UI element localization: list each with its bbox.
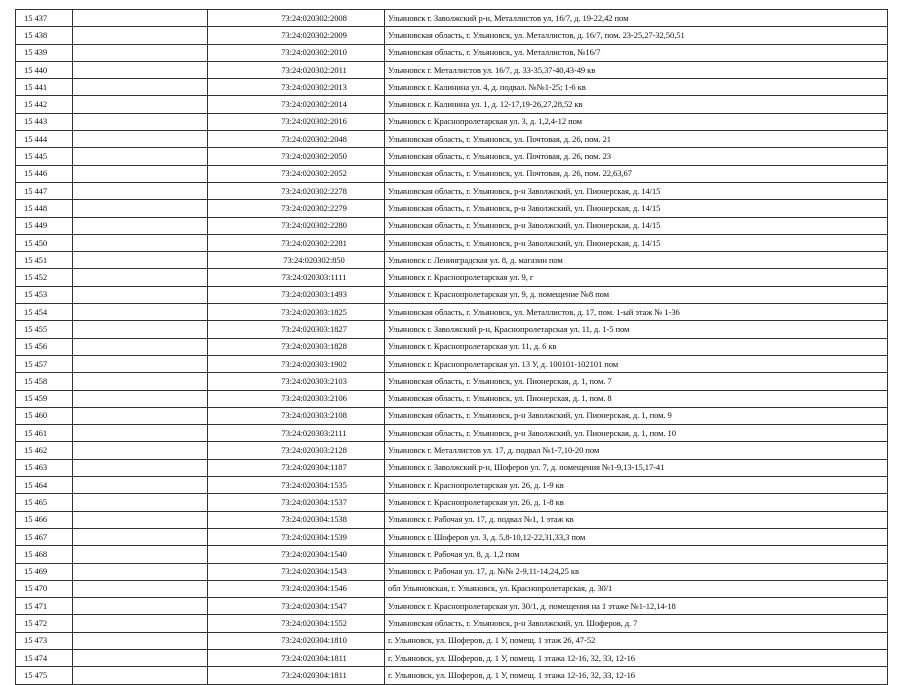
empty-cell bbox=[73, 649, 208, 666]
empty-cell bbox=[73, 407, 208, 424]
cadastral-number-cell: 73:24:020302:2016 bbox=[208, 113, 385, 130]
row-number-cell: 15 440 bbox=[16, 61, 73, 78]
row-number-cell: 15 450 bbox=[16, 234, 73, 251]
address-cell: Ульяновская область, г. Ульяновск, р-н Заволжский, ул. Пионерская, д. 1, пом. 9 bbox=[385, 407, 888, 424]
row-number-cell: 15 458 bbox=[16, 373, 73, 390]
table-row bbox=[16, 321, 888, 338]
row-number-cell: 15 448 bbox=[16, 200, 73, 217]
table-row bbox=[16, 148, 888, 165]
empty-cell bbox=[73, 459, 208, 476]
cadastral-number-cell: 73:24:020302:2009 bbox=[208, 27, 385, 44]
row-number-cell: 15 462 bbox=[16, 442, 73, 459]
row-number-cell: 15 445 bbox=[16, 148, 73, 165]
table-row bbox=[16, 200, 888, 217]
empty-cell bbox=[73, 528, 208, 545]
empty-cell bbox=[73, 667, 208, 684]
empty-cell bbox=[73, 390, 208, 407]
address-cell: Ульяновская область, г. Ульяновск, ул. Почтовая, д. 26, пом. 21 bbox=[385, 131, 888, 148]
row-number-cell: 15 441 bbox=[16, 79, 73, 96]
address-cell: Ульяновск г. Ленинградская ул. 8, д. магазин пом bbox=[385, 252, 888, 269]
table-row bbox=[16, 546, 888, 563]
row-number-cell: 15 457 bbox=[16, 355, 73, 372]
empty-cell bbox=[73, 338, 208, 355]
address-cell: Ульяновск г. Краснопролетарская ул. 9, г bbox=[385, 269, 888, 286]
empty-cell bbox=[73, 286, 208, 303]
table-row bbox=[16, 286, 888, 303]
cadastral-number-cell: 73:24:020303:1902 bbox=[208, 355, 385, 372]
row-number-cell: 15 460 bbox=[16, 407, 73, 424]
address-cell: г. Ульяновск, ул. Шоферов, д. 1 У, помещ. 1 этажа 12-16, 32, 33, 12-16 bbox=[385, 649, 888, 666]
cadastral-number-cell: 73:24:020303:2103 bbox=[208, 373, 385, 390]
row-number-cell: 15 470 bbox=[16, 580, 73, 597]
row-number-cell: 15 439 bbox=[16, 44, 73, 61]
cadastral-number-cell: 73:24:020302:850 bbox=[208, 252, 385, 269]
cadastral-number-cell: 73:24:020303:2111 bbox=[208, 425, 385, 442]
empty-cell bbox=[73, 200, 208, 217]
address-cell: Ульяновск г. Краснопролетарская ул. 11, д. 6 кв bbox=[385, 338, 888, 355]
row-number-cell: 15 463 bbox=[16, 459, 73, 476]
empty-cell bbox=[73, 165, 208, 182]
address-cell: Ульяновск г. Краснопролетарская ул. 26, д. 1-9 кв bbox=[385, 477, 888, 494]
cadastral-number-cell: 73:24:020302:2008 bbox=[208, 10, 385, 27]
row-number-cell: 15 475 bbox=[16, 667, 73, 684]
table-row bbox=[16, 649, 888, 666]
empty-cell bbox=[73, 61, 208, 78]
table-row bbox=[16, 632, 888, 649]
cadastral-number-cell: 73:24:020304:1535 bbox=[208, 477, 385, 494]
empty-cell bbox=[73, 10, 208, 27]
empty-cell bbox=[73, 494, 208, 511]
empty-cell bbox=[73, 425, 208, 442]
address-cell: Ульяновск г. Краснопролетарская ул. 30/1, д. помещения на 1 этаже №1-12,14-18 bbox=[385, 598, 888, 615]
row-number-cell: 15 449 bbox=[16, 217, 73, 234]
row-number-cell: 15 472 bbox=[16, 615, 73, 632]
row-number-cell: 15 473 bbox=[16, 632, 73, 649]
address-cell: г. Ульяновск, ул. Шоферов, д. 1 У, помещ. 1 этажа 12-16, 32, 33, 12-16 bbox=[385, 667, 888, 684]
empty-cell bbox=[73, 373, 208, 390]
address-cell: г. Ульяновск, ул. Шоферов, д. 1 У, помещ. 1 этаж 26, 47-52 bbox=[385, 632, 888, 649]
cadastral-number-cell: 73:24:020303:2108 bbox=[208, 407, 385, 424]
empty-cell bbox=[73, 442, 208, 459]
row-number-cell: 15 459 bbox=[16, 390, 73, 407]
cadastral-number-cell: 73:24:020303:1825 bbox=[208, 304, 385, 321]
row-number-cell: 15 447 bbox=[16, 182, 73, 199]
cadastral-number-cell: 73:24:020302:2011 bbox=[208, 61, 385, 78]
table-row bbox=[16, 511, 888, 528]
empty-cell bbox=[73, 182, 208, 199]
row-number-cell: 15 451 bbox=[16, 252, 73, 269]
address-cell: Ульяновская область, г. Ульяновск, ул. Почтовая, д. 26, пом. 22,63,67 bbox=[385, 165, 888, 182]
cadastral-number-cell: 73:24:020302:2010 bbox=[208, 44, 385, 61]
table-row bbox=[16, 10, 888, 27]
row-number-cell: 15 452 bbox=[16, 269, 73, 286]
empty-cell bbox=[73, 217, 208, 234]
row-number-cell: 15 461 bbox=[16, 425, 73, 442]
empty-cell bbox=[73, 546, 208, 563]
cadastral-number-cell: 73:24:020302:2278 bbox=[208, 182, 385, 199]
table-row bbox=[16, 615, 888, 632]
table-row bbox=[16, 355, 888, 372]
address-cell: Ульяновская область, г. Ульяновск, р-н Заволжский, ул. Пионерская, д. 14/15 bbox=[385, 200, 888, 217]
row-number-cell: 15 446 bbox=[16, 165, 73, 182]
address-cell: Ульяновская область, г. Ульяновск, ул. Почтовая, д. 26, пом. 23 bbox=[385, 148, 888, 165]
empty-cell bbox=[73, 563, 208, 580]
empty-cell bbox=[73, 598, 208, 615]
cadastral-number-cell: 73:24:020304:1546 bbox=[208, 580, 385, 597]
table-row bbox=[16, 338, 888, 355]
row-number-cell: 15 453 bbox=[16, 286, 73, 303]
cadastral-number-cell: 73:24:020303:1827 bbox=[208, 321, 385, 338]
address-cell: Ульяновск г. Заволжский р-н, Металлистов ул, 16/7, д. 19-22,42 пом bbox=[385, 10, 888, 27]
empty-cell bbox=[73, 234, 208, 251]
cadastral-number-cell: 73:24:020304:1547 bbox=[208, 598, 385, 615]
table-row bbox=[16, 442, 888, 459]
cadastral-number-cell: 73:24:020303:1111 bbox=[208, 269, 385, 286]
cadastral-number-cell: 73:24:020303:2128 bbox=[208, 442, 385, 459]
empty-cell bbox=[73, 511, 208, 528]
address-cell: Ульяновская область, г. Ульяновск, р-н Заволжский, ул. Шоферов, д. 7 bbox=[385, 615, 888, 632]
empty-cell bbox=[73, 615, 208, 632]
cadastral-number-cell: 73:24:020304:1811 bbox=[208, 667, 385, 684]
address-cell: Ульяновск г. Заволжский р-н, Шоферов ул. 7, д. помещения №1-9,13-15,17-41 bbox=[385, 459, 888, 476]
row-number-cell: 15 469 bbox=[16, 563, 73, 580]
table-row bbox=[16, 459, 888, 476]
registry-table bbox=[15, 9, 888, 685]
address-cell: Ульяновская область, г. Ульяновск, р-н Заволжский, ул. Пионерская, д. 14/15 bbox=[385, 234, 888, 251]
empty-cell bbox=[73, 252, 208, 269]
empty-cell bbox=[73, 632, 208, 649]
address-cell: Ульяновск г. Рабочая ул. 17, д. подвал №1, 1 этаж кв bbox=[385, 511, 888, 528]
cadastral-number-cell: 73:24:020302:2013 bbox=[208, 79, 385, 96]
row-number-cell: 15 456 bbox=[16, 338, 73, 355]
cadastral-number-cell: 73:24:020302:2280 bbox=[208, 217, 385, 234]
cadastral-number-cell: 73:24:020302:2048 bbox=[208, 131, 385, 148]
address-cell: Ульяновская область, г. Ульяновск, р-н Заволжский, ул. Пионерская, д. 14/15 bbox=[385, 182, 888, 199]
cadastral-number-cell: 73:24:020302:2014 bbox=[208, 96, 385, 113]
table-row bbox=[16, 667, 888, 684]
row-number-cell: 15 468 bbox=[16, 546, 73, 563]
table-row bbox=[16, 425, 888, 442]
row-number-cell: 15 466 bbox=[16, 511, 73, 528]
table-row bbox=[16, 131, 888, 148]
empty-cell bbox=[73, 27, 208, 44]
table-row bbox=[16, 598, 888, 615]
address-cell: Ульяновск г. Калинина ул. 1, д. 12-17,19-26,27,28,52 кв bbox=[385, 96, 888, 113]
table-row bbox=[16, 96, 888, 113]
address-cell: Ульяновская область, г. Ульяновск, р-н Заволжский, ул. Пионерская, д. 14/15 bbox=[385, 217, 888, 234]
address-cell: Ульяновск г. Шоферов ул. 3, д. 5,8-10,12-22,31,33,3 пом bbox=[385, 528, 888, 545]
address-cell: Ульяновск г. Заволжский р-н, Краснопролетарская ул. 11, д. 1-5 пом bbox=[385, 321, 888, 338]
address-cell: Ульяновск г. Рабочая ул. 8, д. 1,2 пом bbox=[385, 546, 888, 563]
table-row bbox=[16, 373, 888, 390]
empty-cell bbox=[73, 148, 208, 165]
row-number-cell: 15 474 bbox=[16, 649, 73, 666]
cadastral-number-cell: 73:24:020304:1552 bbox=[208, 615, 385, 632]
table-row bbox=[16, 580, 888, 597]
empty-cell bbox=[73, 321, 208, 338]
address-cell: Ульяновская область, г. Ульяновск, ул. Металлистов, д. 17, пом. 1-ый этаж № 1-36 bbox=[385, 304, 888, 321]
address-cell: Ульяновск г. Краснопролетарская ул. 26, д. 1-8 кв bbox=[385, 494, 888, 511]
empty-cell bbox=[73, 96, 208, 113]
table-row bbox=[16, 79, 888, 96]
cadastral-number-cell: 73:24:020303:1493 bbox=[208, 286, 385, 303]
cadastral-number-cell: 73:24:020304:1539 bbox=[208, 528, 385, 545]
cadastral-number-cell: 73:24:020304:1543 bbox=[208, 563, 385, 580]
table-row bbox=[16, 269, 888, 286]
table-row bbox=[16, 477, 888, 494]
row-number-cell: 15 443 bbox=[16, 113, 73, 130]
cadastral-number-cell: 73:24:020304:1538 bbox=[208, 511, 385, 528]
empty-cell bbox=[73, 355, 208, 372]
address-cell: Ульяновская область, г. Ульяновск, ул. Пионерская, д. 1, пом. 7 bbox=[385, 373, 888, 390]
cadastral-number-cell: 73:24:020304:1811 bbox=[208, 649, 385, 666]
table-row bbox=[16, 252, 888, 269]
empty-cell bbox=[73, 79, 208, 96]
table-row bbox=[16, 494, 888, 511]
table-row bbox=[16, 27, 888, 44]
row-number-cell: 15 438 bbox=[16, 27, 73, 44]
table-row bbox=[16, 563, 888, 580]
address-cell: Ульяновск г. Металлистов ул. 17, д. подвал №1-7,10-20 пом bbox=[385, 442, 888, 459]
row-number-cell: 15 444 bbox=[16, 131, 73, 148]
empty-cell bbox=[73, 44, 208, 61]
cadastral-number-cell: 73:24:020304:1540 bbox=[208, 546, 385, 563]
address-cell: Ульяновск г. Краснопролетарская ул. 13 У, д. 100101-102101 пом bbox=[385, 355, 888, 372]
table-row bbox=[16, 390, 888, 407]
row-number-cell: 15 464 bbox=[16, 477, 73, 494]
cadastral-number-cell: 73:24:020303:1828 bbox=[208, 338, 385, 355]
address-cell: Ульяновск г. Металлистов ул. 16/7, д. 33-35,37-40,43-49 кв bbox=[385, 61, 888, 78]
empty-cell bbox=[73, 113, 208, 130]
cadastral-number-cell: 73:24:020302:2050 bbox=[208, 148, 385, 165]
row-number-cell: 15 442 bbox=[16, 96, 73, 113]
cadastral-number-cell: 73:24:020302:2052 bbox=[208, 165, 385, 182]
address-cell: обл Ульяновская, г. Ульяновск, ул. Краснопролетарская, д. 30/1 bbox=[385, 580, 888, 597]
address-cell: Ульяновск г. Краснопролетарская ул. 3, д. 1,2,4-12 пом bbox=[385, 113, 888, 130]
row-number-cell: 15 437 bbox=[16, 10, 73, 27]
table-row bbox=[16, 182, 888, 199]
address-cell: Ульяновская область, г. Ульяновск, ул. Металлистов, №16/7 bbox=[385, 44, 888, 61]
cadastral-number-cell: 73:24:020304:1810 bbox=[208, 632, 385, 649]
table-row bbox=[16, 407, 888, 424]
row-number-cell: 15 465 bbox=[16, 494, 73, 511]
address-cell: Ульяновск г. Калинина ул. 4, д. подвал. №№1-25; 1-6 кв bbox=[385, 79, 888, 96]
table-row bbox=[16, 61, 888, 78]
table-row bbox=[16, 304, 888, 321]
address-cell: Ульяновская область, г. Ульяновск, ул. Пионерская, д. 1, пом. 8 bbox=[385, 390, 888, 407]
address-cell: Ульяновская область, г. Ульяновск, ул. Металлистов, д. 16/7, пом. 23-25,27-32,50,51 bbox=[385, 27, 888, 44]
row-number-cell: 15 455 bbox=[16, 321, 73, 338]
cadastral-number-cell: 73:24:020304:1187 bbox=[208, 459, 385, 476]
address-cell: Ульяновск г. Краснопролетарская ул. 9, д. помещение №8 пом bbox=[385, 286, 888, 303]
cadastral-number-cell: 73:24:020302:2281 bbox=[208, 234, 385, 251]
row-number-cell: 15 467 bbox=[16, 528, 73, 545]
empty-cell bbox=[73, 131, 208, 148]
table-row bbox=[16, 113, 888, 130]
table-row bbox=[16, 44, 888, 61]
table-row bbox=[16, 234, 888, 251]
row-number-cell: 15 454 bbox=[16, 304, 73, 321]
row-number-cell: 15 471 bbox=[16, 598, 73, 615]
empty-cell bbox=[73, 304, 208, 321]
cadastral-number-cell: 73:24:020304:1537 bbox=[208, 494, 385, 511]
empty-cell bbox=[73, 477, 208, 494]
address-cell: Ульяновск г. Рабочая ул. 17, д. №№ 2-9,11-14,24,25 кв bbox=[385, 563, 888, 580]
table-row bbox=[16, 528, 888, 545]
registry-table-body bbox=[16, 10, 888, 685]
table-row bbox=[16, 217, 888, 234]
empty-cell bbox=[73, 269, 208, 286]
empty-cell bbox=[73, 580, 208, 597]
cadastral-number-cell: 73:24:020302:2279 bbox=[208, 200, 385, 217]
cadastral-number-cell: 73:24:020303:2106 bbox=[208, 390, 385, 407]
table-row bbox=[16, 165, 888, 182]
address-cell: Ульяновская область, г. Ульяновск, р-н Заволжский, ул. Пионерская, д. 1, пом. 10 bbox=[385, 425, 888, 442]
